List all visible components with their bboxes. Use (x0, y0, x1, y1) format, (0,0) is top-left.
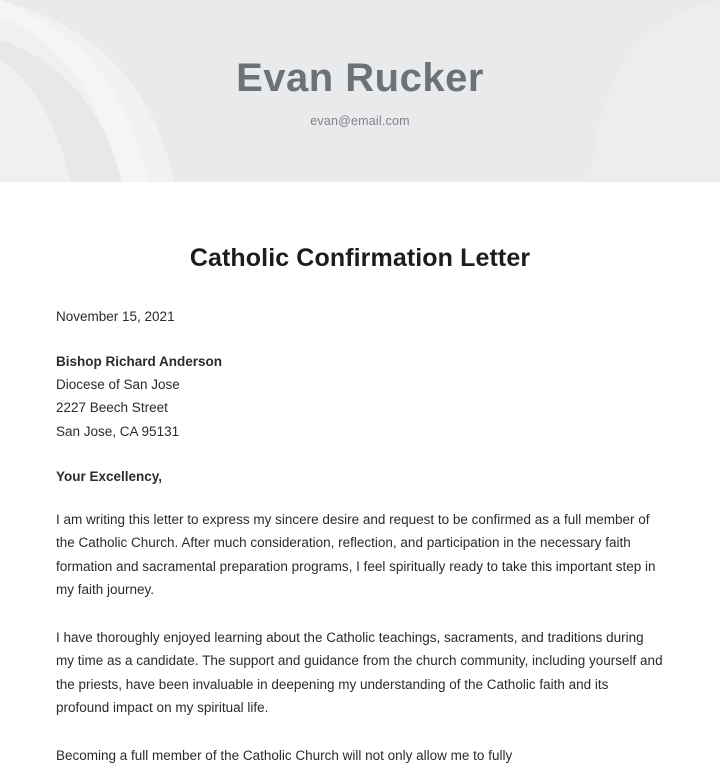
page-title: Catholic Confirmation Letter (189, 244, 531, 272)
sender-name: Evan Rucker (236, 56, 484, 100)
salutation: Your Excellency, (56, 468, 163, 484)
recipient-city-state-zip: San Jose, CA 95131 (56, 423, 180, 439)
recipient-street: 2227 Beech Street (56, 400, 168, 416)
recipient-block (56, 350, 664, 443)
letter-paragraph: I am writing this letter to express my sincere desire and request to be confirmed as a full member of the Catholic Church. After much consideration, reflection, and participation in the necessary faith formation and sacramental preparation programs, I feel spiritually ready to take this important step in my faith journey. (56, 511, 656, 598)
letter-paragraph: Becoming a full member of the Catholic Church will not only allow me to fully (56, 747, 513, 763)
recipient-name: Bishop Richard Anderson (56, 354, 223, 369)
letterhead-banner (0, 0, 720, 182)
letterhead-content (0, 0, 720, 128)
recipient-organization: Diocese of San Jose (56, 377, 180, 393)
letter-date: November 15, 2021 (56, 309, 175, 324)
letter-paragraph: I have thoroughly enjoyed learning about the Catholic teachings, sacraments, and traditions during my time as a candidate. The support and guidance from the church community, including yourself and the priests, have been invaluable in deepening my understanding of the Catholic faith and its profound impact on my spiritual life. (56, 629, 663, 716)
sender-email: evan@email.com (310, 114, 410, 128)
letter-body (0, 244, 720, 767)
